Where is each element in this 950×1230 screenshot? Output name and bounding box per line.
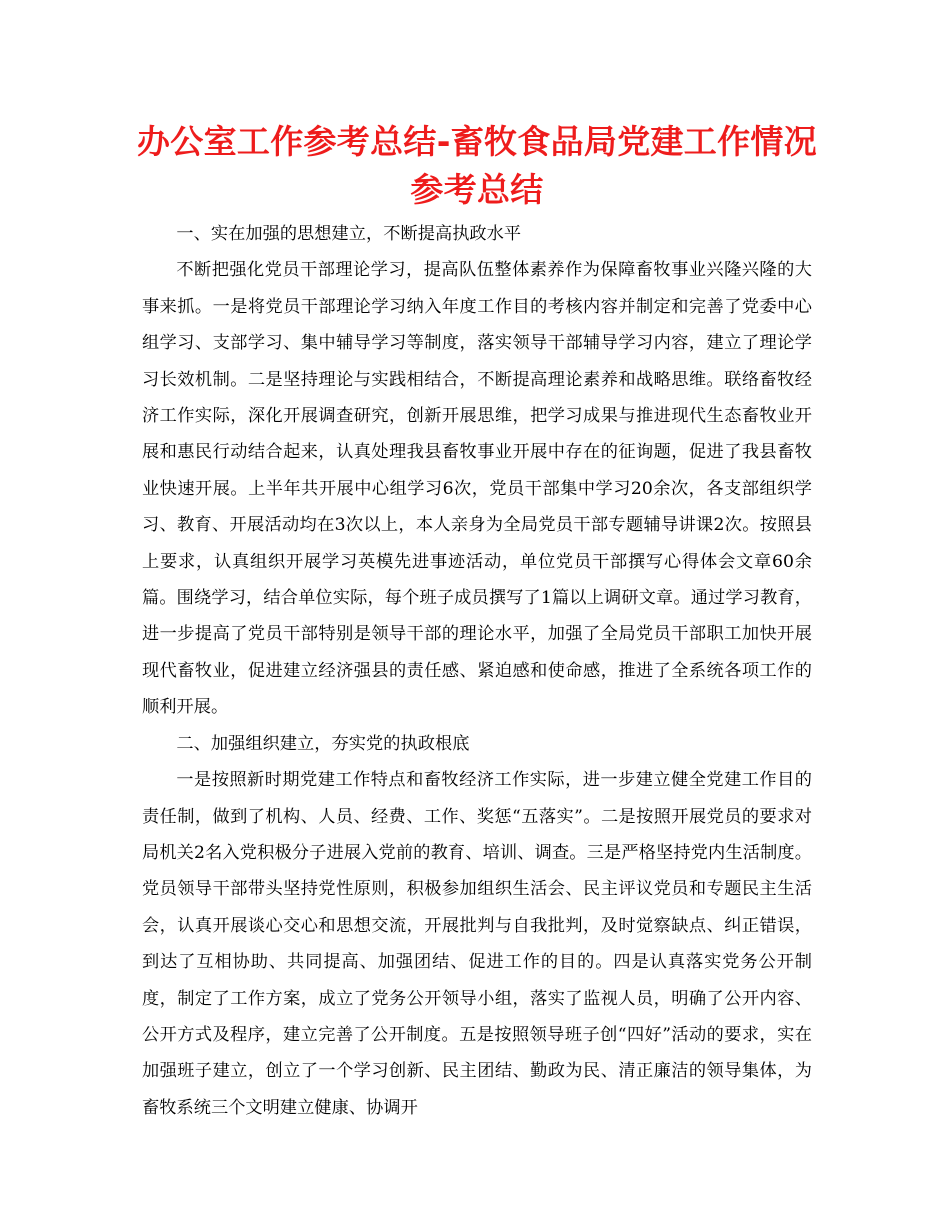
section-heading-2: 二、加强组织建立，夯实党的执政根底 <box>176 733 470 754</box>
body-paragraph-2: 一是按照新时期党建工作特点和畜牧经济工作实际，进一步建立健全党建工作目的责任制，做到了机构、人员、经费、工作、奖惩“五落实”。二是按照开展党员的要求对局机关2名入党积极分子进展入党前的教育、培训、调查。三是严格坚持党内生活制度。党员领导干部带头坚持党性原则，积极参加组织生活会、民主评议党员和专题民主生活会，认真开展谈心交心和思想交流，开展批判与自我批判，及时觉察缺点、纠正错误，到达了互相协助、共同提高、加强团结、促进工作的目的。四是认真落实党务公开制度，制定了工作方案，成立了党务公开领导小组，落实了监视人员，明确了公开内容、公开方式及程序，建立完善了公开制度。五是按照领导班子创“四好”活动的要求，实在加强班子建立，创立了一个学习创新、民主团结、勤政为民、清正廉洁的领导集体，为畜牧系统三个文明建立健康、协调开 <box>142 770 812 1118</box>
document-page <box>137 118 817 1126</box>
document-title: 办公室工作参考总结-畜牧食品局党建工作情况参考总结 <box>137 122 817 209</box>
section-heading-1: 一、实在加强的思想建立，不断提高执政水平 <box>176 224 522 244</box>
body-paragraph-1: 不断把强化党员干部理论学习，提高队伍整体素养作为保障畜牧事业兴隆兴隆的大事来抓。一是将党员干部理论学习纳入年度工作目的考核内容并制定和完善了党委中心组学习、支部学习、集中辅导学习等制度，落实领导干部辅导学习内容，建立了理论学习长效机制。二是坚持理论与实践相结合，不断提高理论素养和战略思维。联络畜牧经济工作实际，深化开展调查研究，创新开展思维，把学习成果与推进现代生态畜牧业开展和惠民行动结合起来，认真处理我县畜牧事业开展中存在的征询题，促进了我县畜牧业快速开展。上半年共开展中心组学习6次，党员干部集中学习20余次，各支部组织学习、教育、开展活动均在3次以上，本人亲身为全局党员干部专题辅导讲课2次。按照县上要求，认真组织开展学习英模先进事迹活动，单位党员干部撰写心得体会文章60余篇。围绕学习，结合单位实际，每个班子成员撰写了1篇以上调研文章。通过学习教育，进一步提高了党员干部特别是领导干部的理论水平，加强了全局党员干部职工加快开展现代畜牧业，促进建立经济强县的责任感、紧迫感和使命感，推进了全系统各项工作的顺利开展。 <box>142 260 812 718</box>
